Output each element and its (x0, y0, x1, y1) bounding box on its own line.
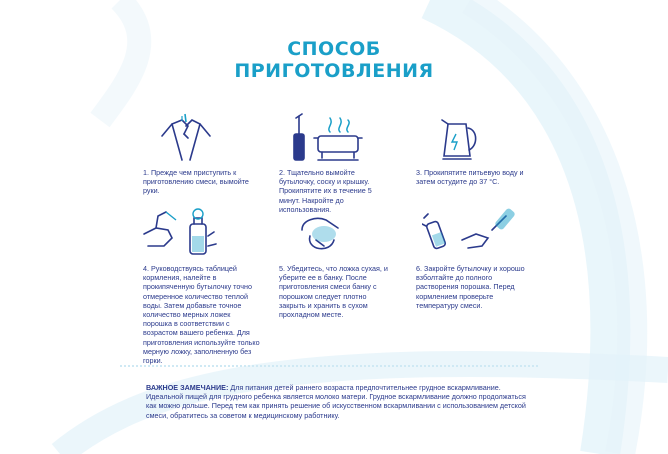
measuring-spoon-icon (296, 210, 344, 256)
note-divider (120, 363, 540, 369)
important-note (146, 383, 526, 420)
page-title (0, 38, 668, 82)
title-line-1: СПОСОБ (287, 38, 381, 60)
important-note-label: ВАЖНОЕ ЗАМЕЧАНИЕ: (146, 383, 229, 392)
title-line-2: ПРИГОТОВЛЕНИЯ (234, 60, 434, 82)
step-5-text: 5. Убедитесь, что ложка сухая, и уберите ее в банку. После приготовления смеси банку с порошком следует плотно закрыть и хранить в сухом прохладном месте. (279, 264, 388, 320)
pour-water-bottle-icon (142, 206, 218, 258)
hand-wash-icon (158, 112, 214, 164)
step-1-text: 1. Прежде чем приступить к приготовлению смеси, вымойте руки. (143, 168, 249, 196)
step-3-text: 3. Прокипятите питьевую воду и затем остудите до 37 °С. (416, 168, 524, 187)
important-note-text: Для питания детей раннего возраста предпочтительнее грудное вскармливание. Идеальной пищей для грудного ребенка является молоко матери. Грудное вскармливание должно продолжаться как можно дольше. Перед тем как принять решение об искусственном вскармливании с использованием детской смеси, обратитесь за советом к медицинскому работнику. (146, 383, 526, 420)
bottle-brush-pot-icon (286, 110, 364, 166)
shake-bottle-icon (422, 204, 524, 258)
step-4-text: 4. Руководствуясь таблицей кормления, налейте в прокипяченную бутылочку точно отмеренное количество теплой воды. Затем добавьте точное количество мерных ложек порошка в соответствии с возрастом вашего ребенка. Для приготовления используйте только мерную ложку, заполненную без горки. (143, 264, 260, 366)
step-2-text: 2. Тщательно вымойте бутылочку, соску и крышку. Прокипятите их в течение 5 минут. Накройте до использования. (279, 168, 372, 214)
step-6-text: 6. Закройте бутылочку и хорошо взболтайте до полного растворения порошка. Перед кормлением проверьте температуру смеси. (416, 264, 525, 310)
kettle-icon (440, 116, 480, 162)
